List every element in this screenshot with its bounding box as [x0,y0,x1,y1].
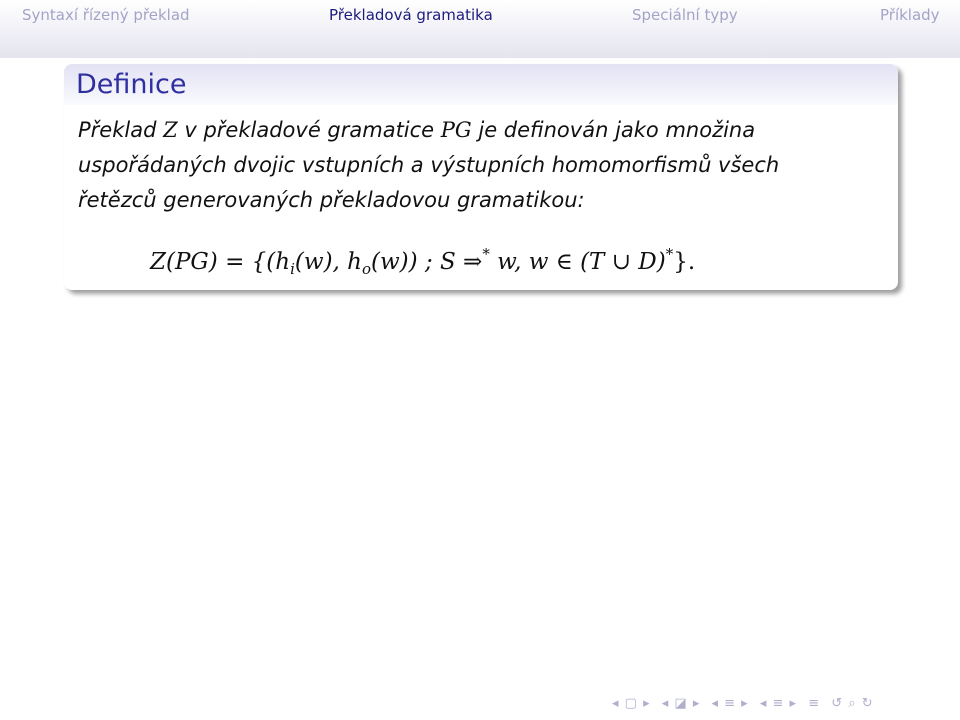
beamer-navigation-symbols [612,696,952,716]
align-nav-icon[interactable]: ≡ [808,696,821,711]
definition-line-1: Překlad Z v překladové gramatice PG je definován jako množina [78,118,756,142]
nav-item-syntax-directed[interactable]: Syntaxí řízený překlad [22,6,190,24]
subsection-nav-icon[interactable]: ◂ ◪ ▸ [661,696,701,711]
section-nav-icon[interactable]: ◂ ≡ ▸ [711,696,749,711]
translation-formula: $Z(PG) = \{(h_i(w)$, $h_o(w)$) ; S ⇒* w, w ∈ (T ∪ D)*}. [150,245,696,278]
definition-block [64,64,898,290]
nav-item-special-types[interactable]: Speciální typy [632,6,738,24]
nav-item-translation-grammar[interactable]: Překladová gramatika [329,6,493,24]
frame-nav-icon[interactable]: ◂ ▢ ▸ [612,696,651,711]
part-nav-icon[interactable]: ◂ ≡ ▸ [759,696,798,711]
nav-item-examples[interactable]: Příklady [880,6,940,24]
definition-line-3: řetězců generovaných překladovou gramatikou: [78,188,585,212]
definition-text [64,105,898,218]
definition-line-2: uspořádaných dvojic vstupních a výstupních homomorfismů všech [78,153,780,177]
block-title: Definice [64,64,898,105]
section-navigation [0,6,960,24]
zoom-search-icon[interactable]: ↺ ⌕ ↻ [831,696,874,711]
